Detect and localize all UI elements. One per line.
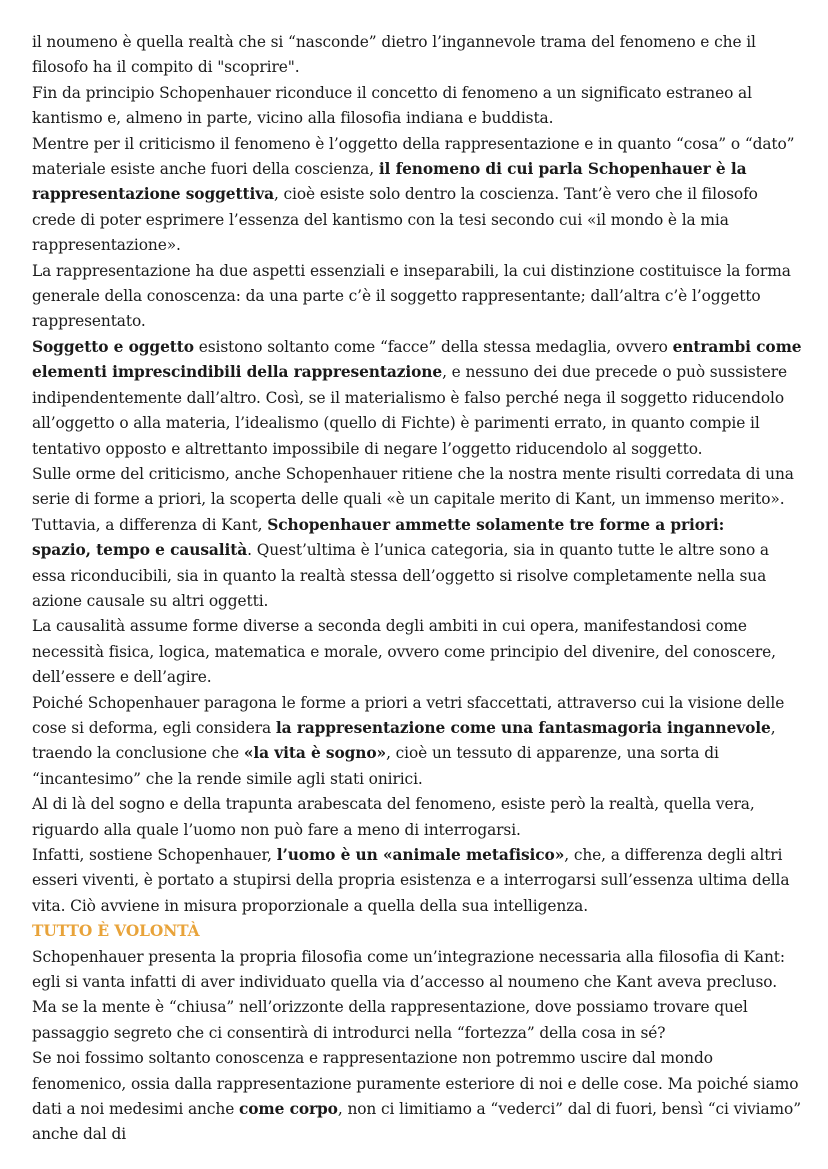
text-run: esistono soltanto come “facce” della stessa medaglia, ovvero (193, 337, 673, 356)
text-run: Infatti, sostiene Schopenhauer, (32, 846, 277, 864)
paragraph (32, 843, 802, 919)
section-heading: TUTTO È VOLONTÀ (32, 922, 200, 941)
text-run: , che, a differenza degli altri esseri viventi, è portato a stupirsi della propria esistenza e a interrogarsi sull’essenza ultima della vita. Ciò avviene in misura proporzionale a quella della sua intelligenza. (32, 846, 790, 915)
text-run: Tuttavia, a differenza di Kant, (32, 515, 268, 534)
paragraph (32, 132, 802, 259)
paragraph (32, 462, 802, 513)
paragraph (32, 259, 802, 335)
text-run: il noumeno è quella realtà che si “nasconde” dietro l’ingannevole trama del fenomeno e che il filosofo ha il compito di "scoprire". (32, 33, 756, 77)
paragraph (32, 538, 802, 614)
bold-text: il fenomeno di cui parla Schopenhauer è la rappresentazione soggettiva (32, 160, 747, 204)
bold-text: Schopenhauer ammette solamente tre forme a priori: (267, 515, 725, 534)
text-run: La rappresentazione ha due aspetti essenziali e inseparabili, la cui distinzione costituisce la forma generale della conoscenza: da una parte c’è il soggetto rappresentante; dall’altra c’è l’oggetto rappresentato. (32, 261, 791, 331)
bold-text: Soggetto e oggetto (32, 337, 194, 356)
text-run: Poiché Schopenhauer paragona le forme a priori a vetri sfaccettati, attraverso cui la visione delle cose si deforma, egli considera (32, 693, 785, 737)
text-run: , cioè un tessuto di apparenze, una sorta di “incantesimo” che la rende simile agli stati onirici. (32, 744, 719, 788)
body-text-after-heading (32, 945, 802, 1148)
text-run: , non ci limitiamo a “vederci” dal di fuori, bensì “ci viviamo” anche dal di (32, 1100, 801, 1144)
text-run: Se noi fossimo soltanto conoscenza e rappresentazione non potremmo uscire dal mondo fenomenico, ossia dalla rappresentazione puramente esteriore di noi e delle cose. Ma poiché siamo dati a noi medesimi anche (32, 1049, 799, 1119)
bold-text: l’uomo è un «animale metafisico» (276, 846, 565, 864)
bold-text: «la vita è sogno» (243, 744, 387, 763)
paragraph (32, 614, 802, 690)
text-run: . Quest’ultima è l’unica categoria, sia in quanto tutte le altre sono a essa riconducibili, sia in quanto la realtà stessa dell’oggetto si risolve completamente nella sua azione causale su altri oggetti. (32, 541, 769, 610)
paragraph (32, 81, 802, 132)
text-run: , traendo la conclusione che (32, 718, 776, 763)
document-page (32, 30, 802, 1148)
text-run: Mentre per il criticismo il fenomeno è l’oggetto della rappresentazione e in quanto “cosa” o “dato” materiale esiste anche fuori della coscienza, (32, 134, 795, 179)
paragraph (32, 945, 802, 1047)
body-text-before-heading (32, 30, 802, 919)
paragraph (32, 1046, 802, 1148)
paragraph (32, 513, 802, 538)
text-run: Fin da principio Schopenhauer riconduce il concetto di fenomeno a un significato estraneo al kantismo e, almeno in parte, vicino alla filosofia indiana e buddista. (32, 83, 752, 128)
text-run: , cioè esiste solo dentro la coscienza. Tant’è vero che il filosofo crede di poter esprimere l’essenza del kantismo con la tesi secondo cui «il mondo è la mia rappresentazione». (32, 185, 758, 255)
paragraph (32, 792, 802, 843)
text-run: La causalità assume forme diverse a seconda degli ambiti in cui opera, manifestandosi come necessità fisica, logica, matematica e morale, ovvero come principio del divenire, del conoscere, dell’essere e dell’agire. (32, 617, 776, 687)
bold-text: spazio, tempo e causalità (32, 541, 248, 560)
text-run: Schopenhauer presenta la propria filosofia come un’integrazione necessaria alla filosofia di Kant: egli si vanta infatti di aver individuato quella via d’accesso al noumeno che Kant aveva precluso. Ma se la mente è “chiusa” nell’orizzonte della rappresentazione, dove possiamo trovare quel passaggio segreto che ci consentirà di introdurci nella “fortezza” della cosa in sé? (32, 947, 785, 1042)
paragraph (32, 335, 802, 462)
text-run: Sulle orme del criticismo, anche Schopenhauer ritiene che la nostra mente risulti corredata di una serie di forme a priori, la scoperta delle quali «è un capitale merito di Kant, un immenso merito». (32, 464, 794, 509)
bold-text: entrambi come elementi imprescindibili della rappresentazione (32, 337, 802, 382)
text-run: Al di là del sogno e della trapunta arabescata del fenomeno, esiste però la realtà, quella vera, riguardo alla quale l’uomo non può fare a meno di interrogarsi. (32, 795, 755, 839)
paragraph (32, 691, 802, 793)
paragraph (32, 30, 802, 81)
bold-text: la rappresentazione come una fantasmagoria ingannevole (275, 718, 771, 737)
bold-text: come corpo (239, 1100, 338, 1119)
text-run: , e nessuno dei due precede o può sussistere indipendentemente dall’altro. Così, se il materialismo è falso perché nega il soggetto riducendolo all’oggetto o alla materia, l’idealismo (quello di Fichte) è parimenti errato, in quanto compie il tentativo opposto e altrettanto impossibile di negare l’oggetto riducendolo al soggetto. (32, 363, 787, 458)
